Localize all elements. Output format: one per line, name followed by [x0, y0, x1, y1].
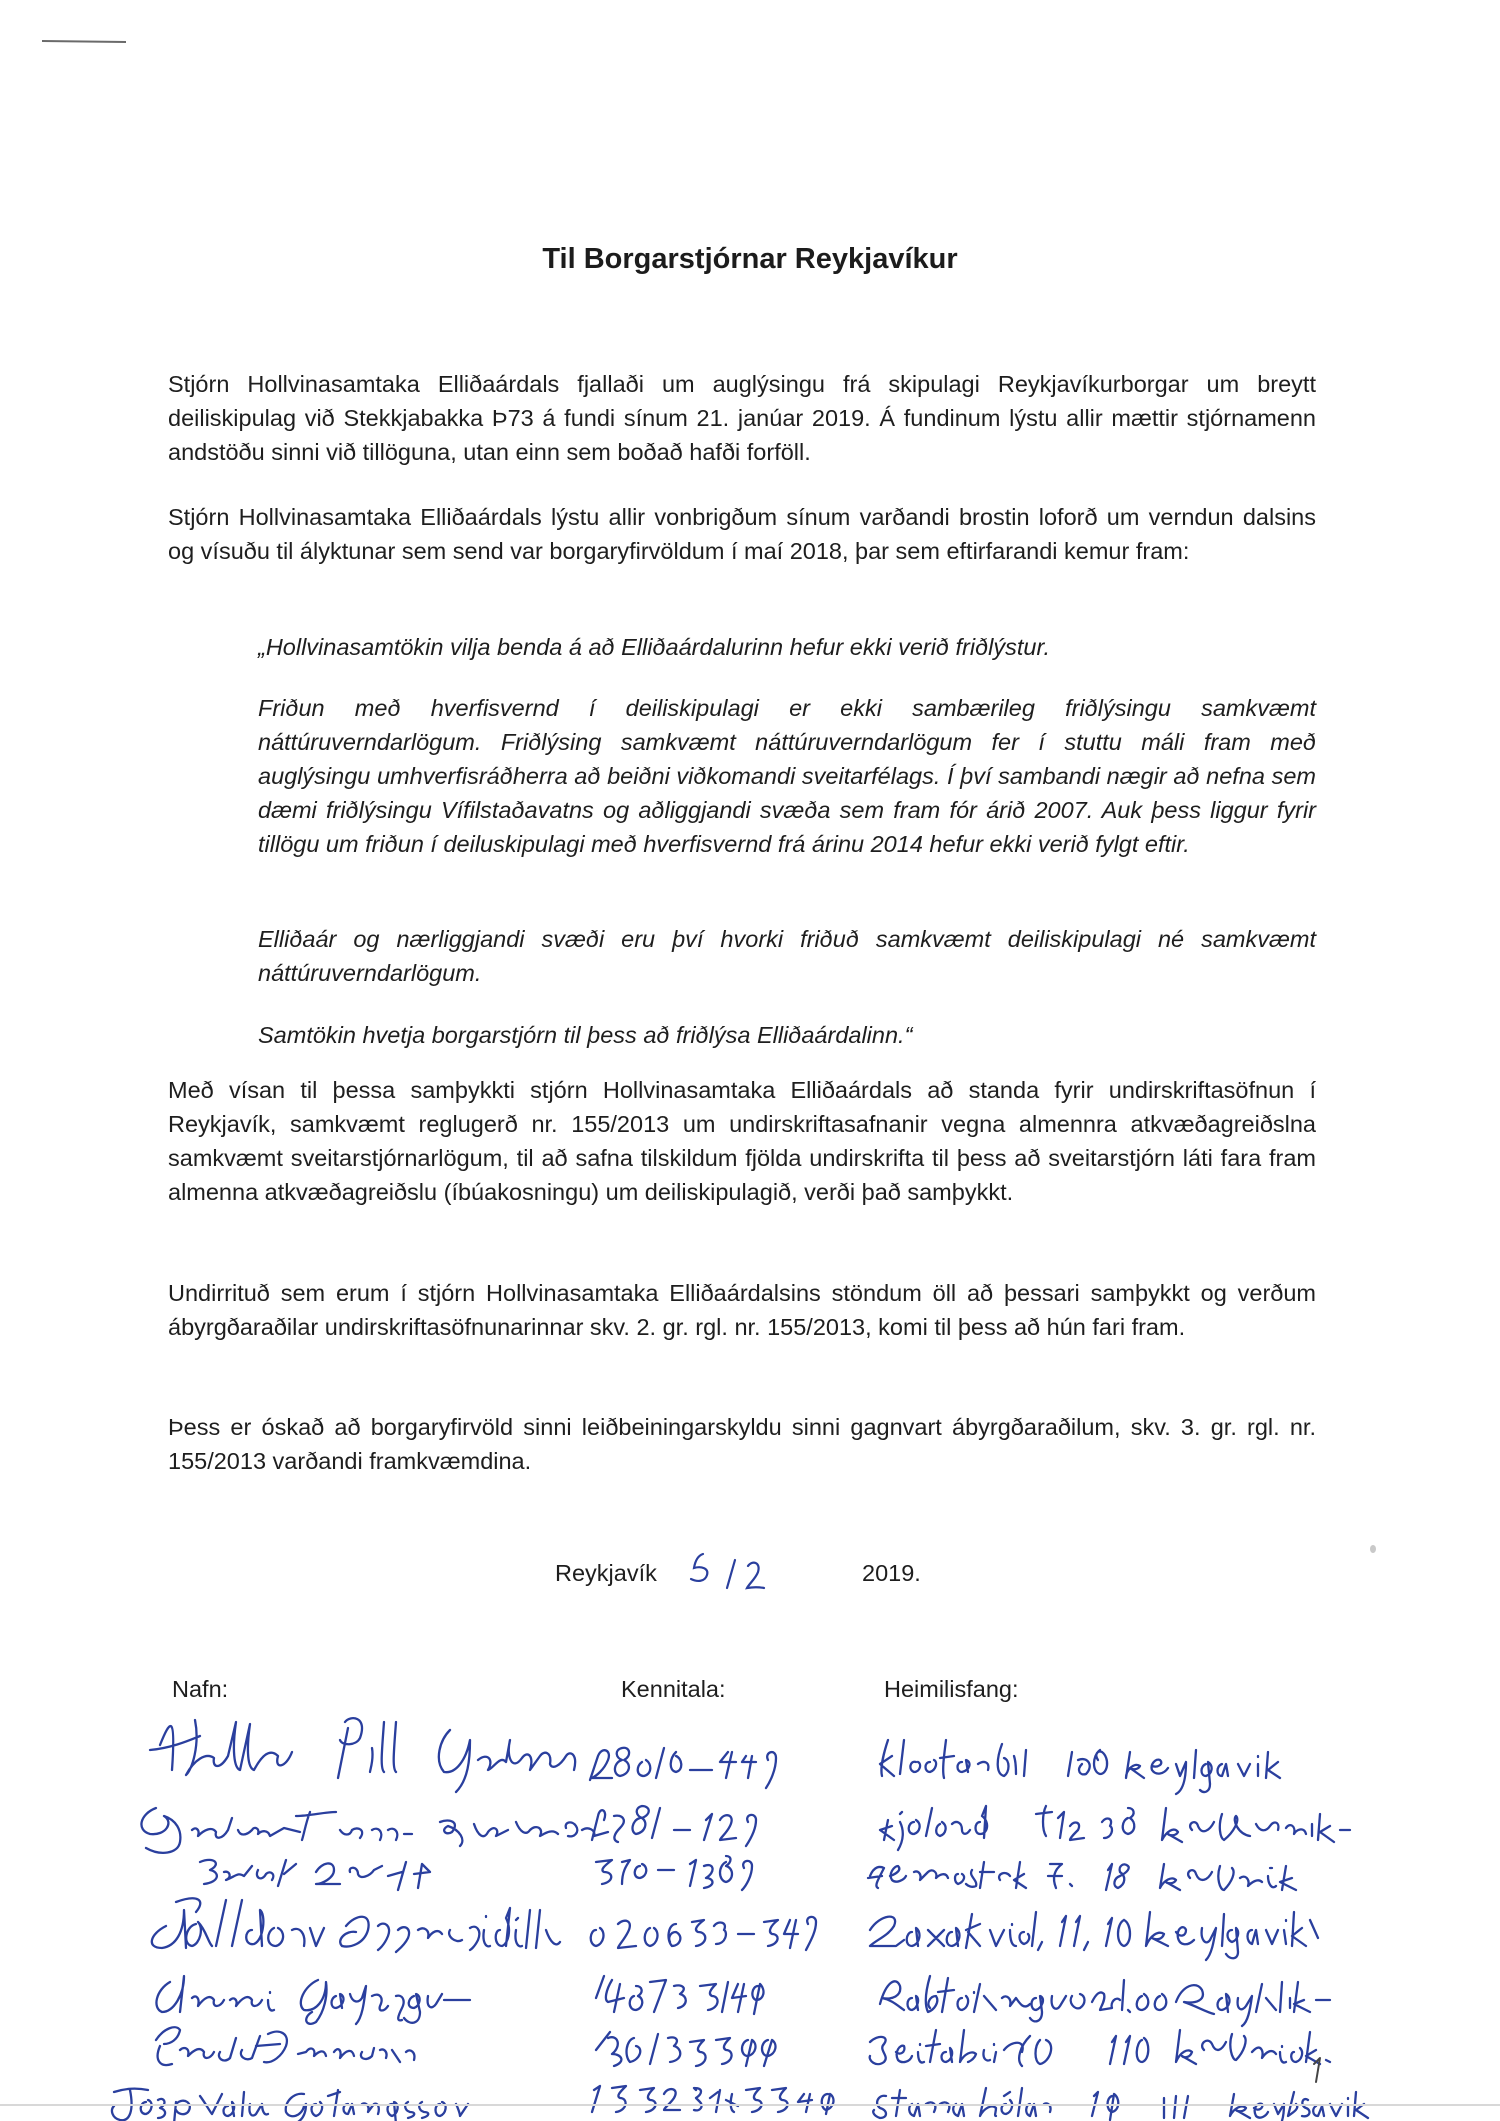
signature-row-1 — [150, 1718, 1280, 1794]
header-kennitala: Kennitala: — [621, 1676, 726, 1702]
signature-row-4 — [152, 1898, 1318, 1960]
paragraph-responsibility: Undirrituð sem erum í stjórn Hollvinasamtaka Elliðaárdalsins stöndum öll að þessari samþykkt og verðum ábyrgðaraðilar undirskriftasöfnunarinnar skv. 2. gr. rgl. nr. 155/2013, komi til þess að hún fari fram. — [168, 1280, 1316, 1340]
paragraph-petition: Með vísan til þessa samþykkti stjórn Hollvinasamtaka Elliðaárdals að standa fyrir undirskriftasöfnun í Reykjavík, samkvæmt reglugerð nr. 155/2013 um undirskriftasafnanir vegna almennra atkvæðagreiðslna samkvæmt sveitarstjórnarlögum, til að safna tilskildum fjölda undirskrifta til þess að sveitarstjórn láti fara fram almenna atkvæðagreiðslu (íbúakosningu) um deiliskipulagið, verði það samþykkt. — [168, 1077, 1316, 1205]
header-address: Heimilisfang: — [884, 1676, 1019, 1702]
quote-paragraph-2: Friðun með hverfisvernd í deiliskipulagi er ekki sambærileg friðlýsingu samkvæmt náttúruverndarlögum. Friðlýsing samkvæmt náttúruverndarlögum fer í stuttu máli fram með auglýsingu umhverfisráðherra að beiðni viðkomandi sveitarfélags. Í því sambandi nægir að nefna sem dæmi friðlýsingu Vífilstaðavatns og aðliggjandi svæða sem fram fór árið 2007. Auk þess liggur fyrir tillögu um friðun í deiluskipulagi með hverfisvernd frá árinu 2014 hefur ekki verið fylgt eftir. — [258, 695, 1316, 857]
quote-paragraph-3: Elliðaár og nærliggjandi svæði eru því hvorki friðuð samkvæmt deiliskipulagi né samkvæmt náttúruverndarlögum. — [258, 926, 1316, 986]
signature-row-2 — [141, 1806, 1350, 1853]
paragraph-disappointment: Stjórn Hollvinasamtaka Elliðaárdals lýstu allir vonbrigðum sínum varðandi brostin loforð um verndun dalsins og vísuðu til ályktunar sem send var borgaryfirvöldum í maí 2018, þar sem eftirfarandi kemur fram: — [168, 504, 1316, 564]
paragraph-guidance: Þess er óskað að borgaryfirvöld sinni leiðbeiningarskyldu sinni gagnvart ábyrgðaraðilum, skv. 3. gr. rgl. nr. 155/2013 varðandi framkvæmdina. — [168, 1414, 1316, 1474]
signature-row-3 — [200, 1856, 1296, 1890]
header-name: Nafn: — [172, 1676, 229, 1702]
signature-row-6 — [156, 2027, 1330, 2066]
paragraph-meeting: Stjórn Hollvinasamtaka Elliðaárdals fjallaði um auglýsingu frá skipulagi Reykjavíkurborgar um breytt deiliskipulag við Stekkjabakka Þ73 á fundi sínum 21. janúar 2019. Á fundinum lýstu allir mættir stjórnamenn andstöðu sinni við tillöguna, utan einn sem boðað hafði forföll. — [168, 371, 1316, 465]
signature-row-5 — [156, 1976, 1330, 2026]
page-title: Til Borgarstjórnar Reykjavíkur — [542, 243, 958, 275]
scan-bottom-edge — [0, 2104, 1500, 2106]
quote-line-1: „Hollvinasamtökin vilja benda á að Elliðaárdalurinn hefur ekki verið friðlýstur. — [258, 634, 1050, 660]
date-place: Reykjavík — [555, 1560, 657, 1586]
date-year: 2019. — [862, 1560, 921, 1586]
quote-paragraph-4: Samtökin hvetja borgarstjórn til þess að friðlýsa Elliðaárdalinn.“ — [258, 1022, 913, 1048]
